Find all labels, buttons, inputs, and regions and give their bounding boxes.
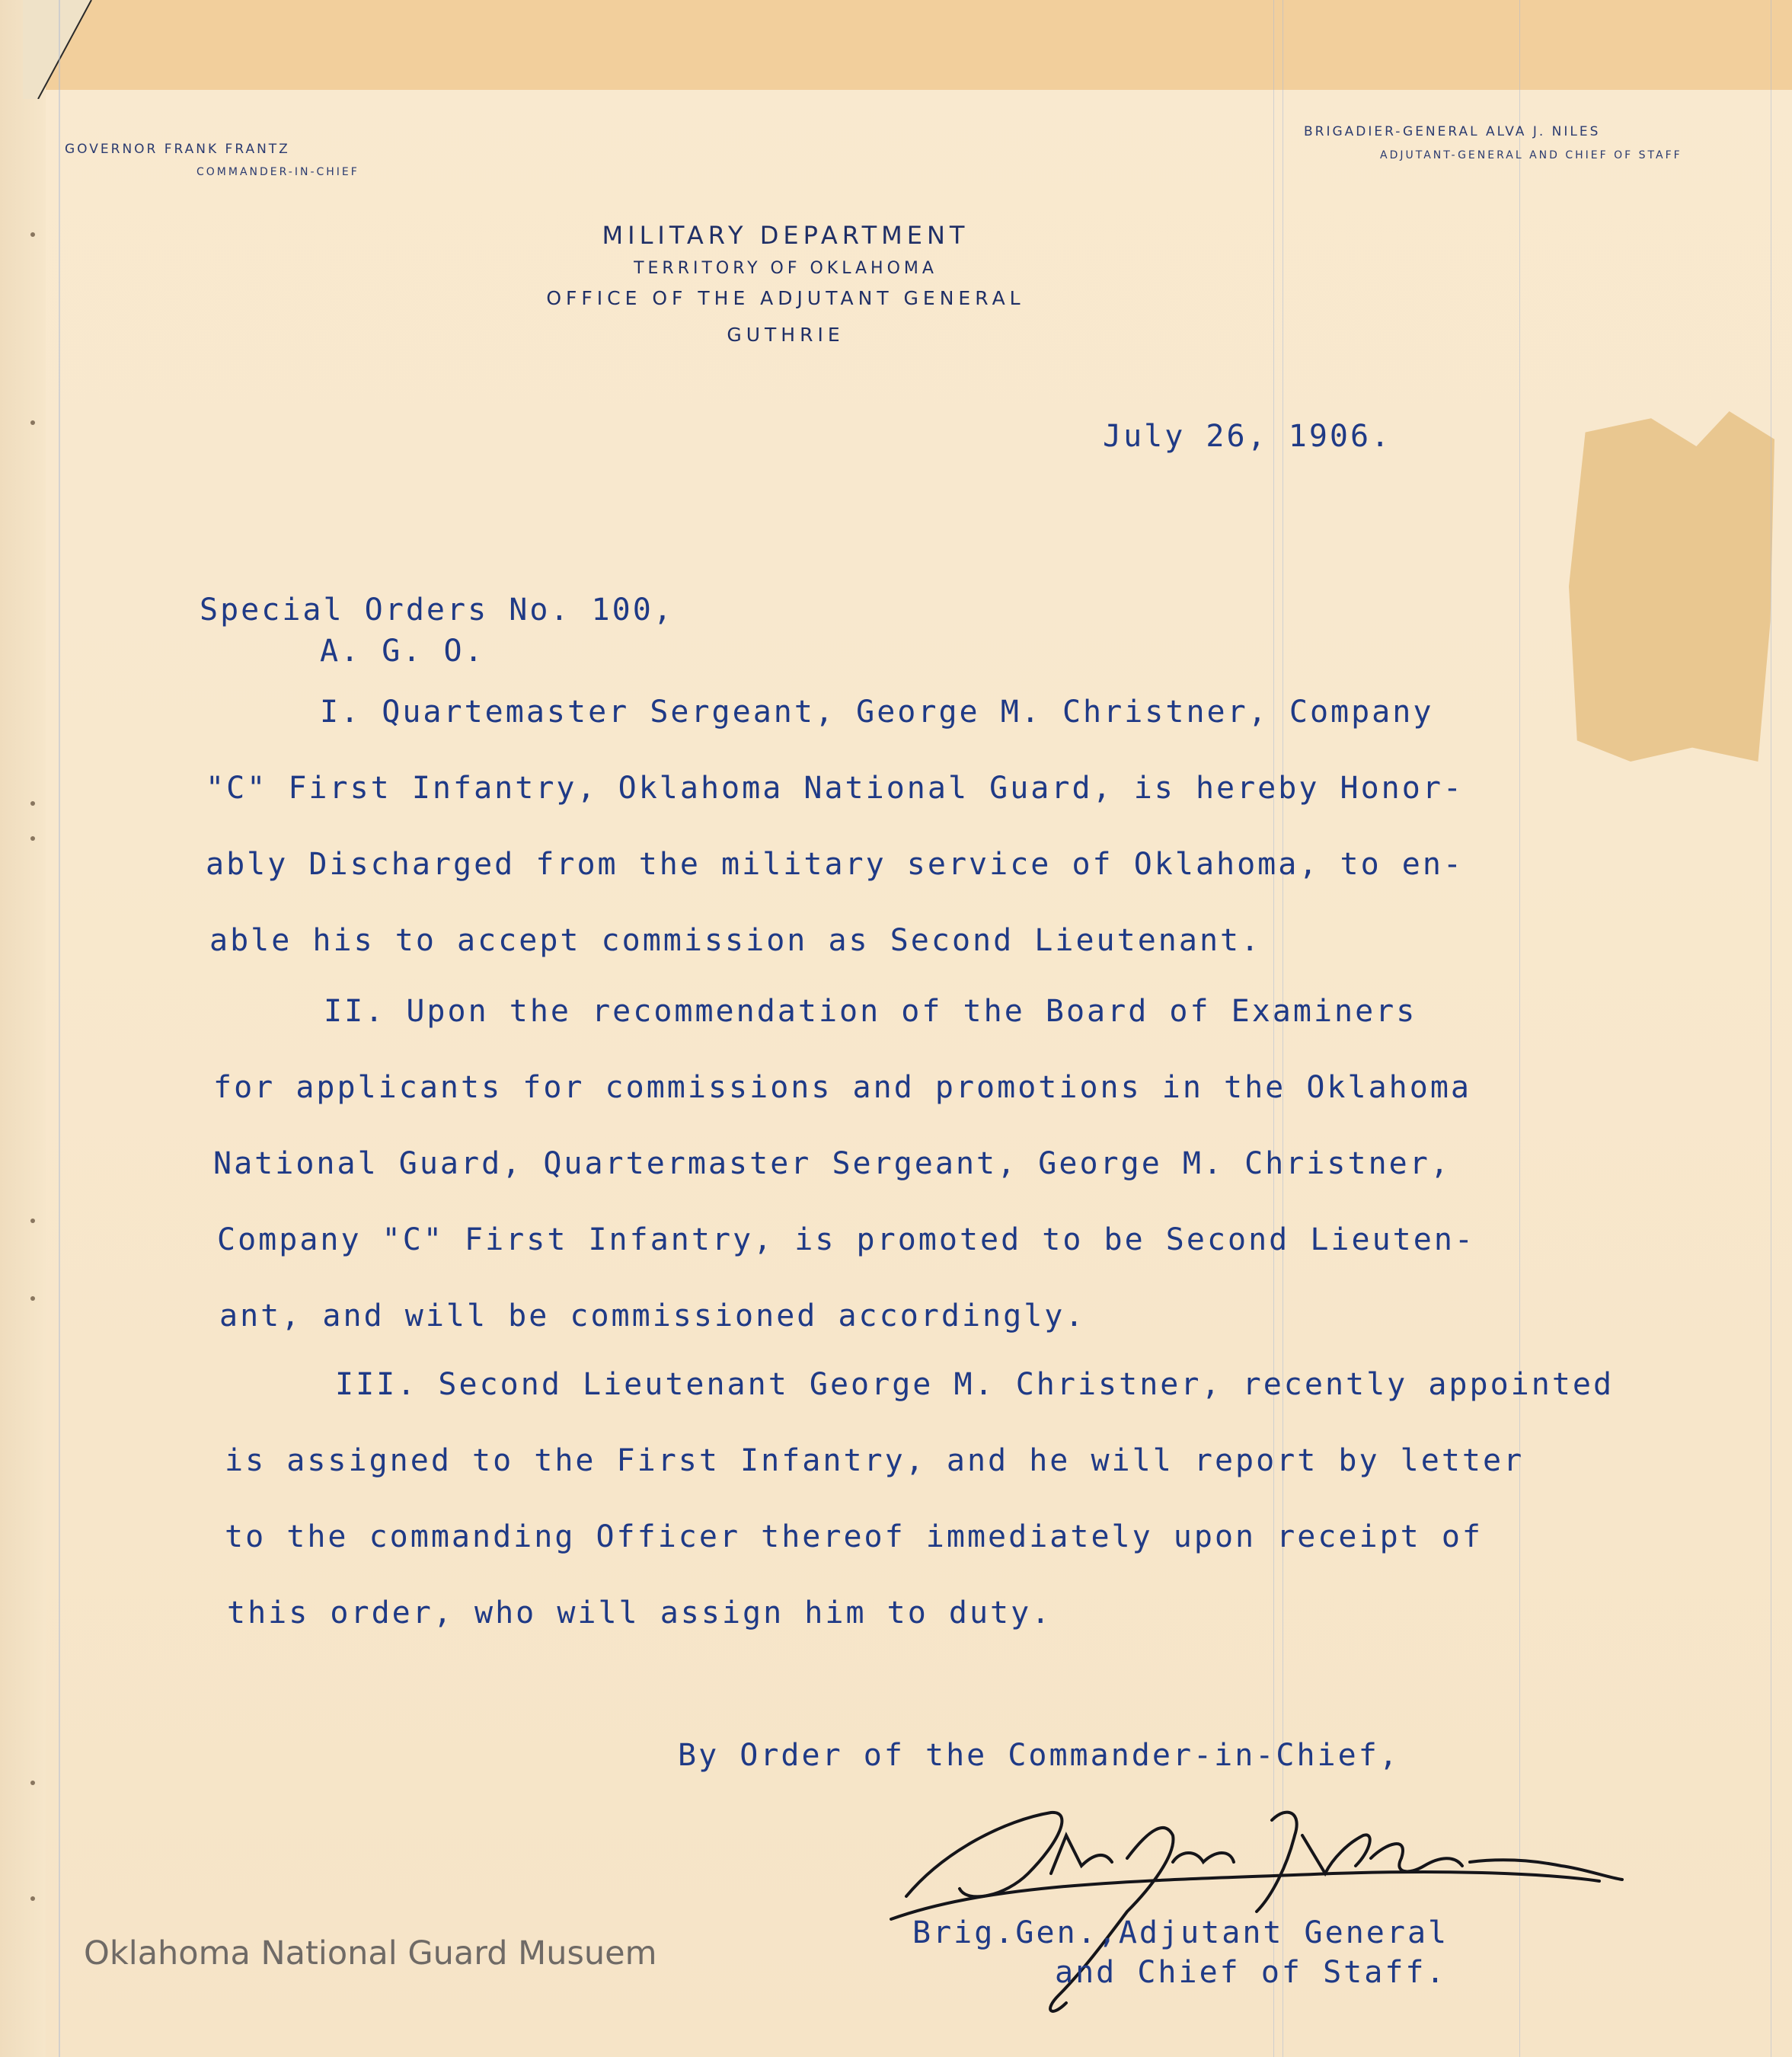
paragraph-line: I. Quartemaster Sergeant, George M. Christner, Company [320, 695, 1434, 730]
header-office: OFFICE OF THE ADJUTANT GENERAL [546, 287, 1025, 309]
binder-hole [30, 1781, 35, 1785]
orders-title: Special Orders No. 100, [200, 593, 674, 628]
binder-hole [30, 1296, 35, 1301]
paper-top-edge [0, 0, 1792, 90]
header-city: GUTHRIE [727, 324, 845, 346]
paragraph-line: ably Discharged from the military service of Oklahoma, to en- [206, 847, 1465, 882]
tape-stain [1569, 411, 1774, 762]
closing-line: By Order of the Commander-in-Chief, [678, 1738, 1400, 1773]
paragraph-line: National Guard, Quartermaster Sergeant, George M. Christner, [213, 1146, 1451, 1181]
folded-corner [23, 0, 114, 99]
paragraph-line: able his to accept commission as Second Lieutenant. [209, 923, 1262, 958]
document-date: July 26, 1906. [1103, 419, 1392, 454]
header-department: MILITARY DEPARTMENT [602, 221, 969, 250]
letterhead-brigadier: BRIGADIER-GENERAL ALVA J. NILES [1304, 124, 1601, 139]
binder-hole [30, 836, 35, 841]
paragraph-line: "C" First Infantry, Oklahoma National Guard, is hereby Honor- [206, 771, 1465, 806]
paragraph-line: II. Upon the recommendation of the Board of Examiners [324, 994, 1417, 1029]
paragraph-line: III. Second Lieutenant George M. Christner, recently appointed [335, 1367, 1615, 1402]
binder-hole [30, 801, 35, 806]
paragraph-line: for applicants for commissions and promotions in the Oklahoma [213, 1070, 1472, 1105]
binder-hole [30, 1219, 35, 1223]
paragraph-line: to the commanding Officer thereof immediately upon receipt of [225, 1519, 1484, 1554]
signatory-title: Brig.Gen.,Adjutant General [912, 1915, 1449, 1950]
paragraph-line: ant, and will be commissioned accordingly. [219, 1298, 1086, 1334]
letterhead-adjutant-title: ADJUTANT-GENERAL AND CHIEF OF STAFF [1380, 149, 1682, 161]
paragraph-line: Company "C" First Infantry, is promoted to be Second Lieuten- [217, 1222, 1476, 1257]
paragraph-line: this order, who will assign him to duty. [227, 1595, 1053, 1631]
header-territory: TERRITORY OF OKLAHOMA [634, 259, 938, 278]
signatory-title-continued: and Chief of Staff. [1055, 1955, 1447, 1990]
paragraph-line: is assigned to the First Infantry, and he will report by letter [225, 1443, 1525, 1478]
orders-office-code: A. G. O. [320, 634, 485, 669]
letterhead-governor: GOVERNOR FRANK FRANTZ [65, 142, 290, 157]
binder-hole [30, 420, 35, 425]
museum-watermark: Oklahoma National Guard Musuem [84, 1934, 657, 1972]
binder-hole [30, 1896, 35, 1901]
letterhead-commander-title: COMMANDER-IN-CHIEF [196, 166, 359, 178]
